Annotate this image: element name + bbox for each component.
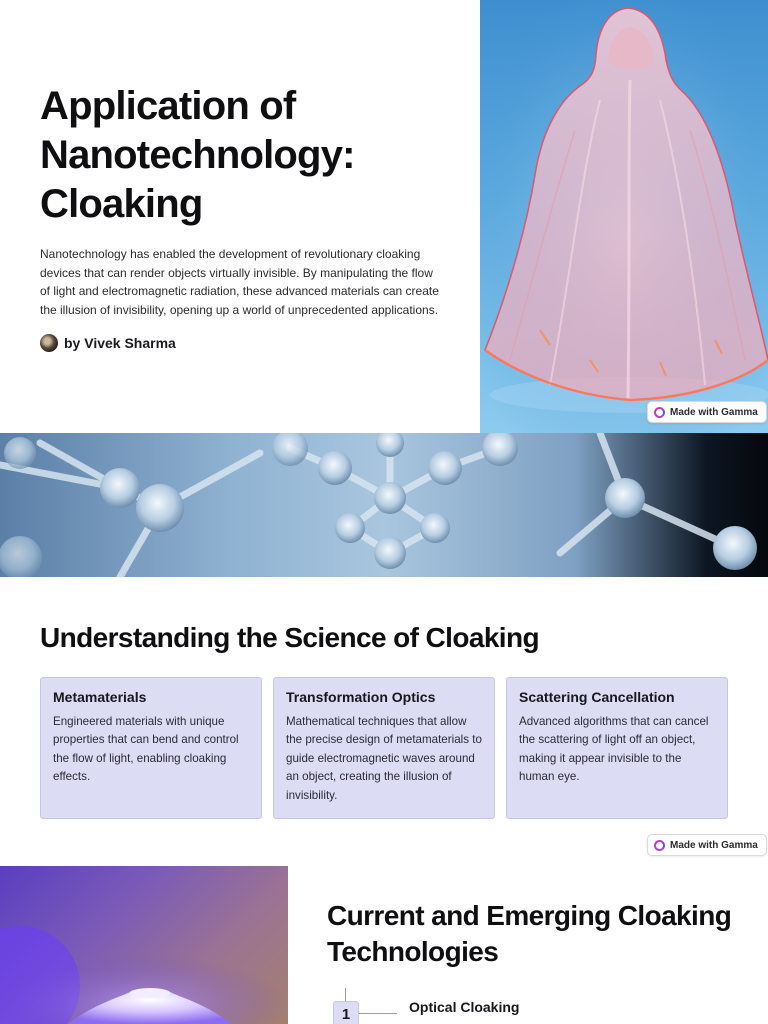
timeline-connector: [359, 1013, 397, 1014]
gamma-logo-icon: [654, 407, 665, 418]
card-transformation-optics: [273, 677, 495, 819]
author-name: by Vivek Sharma: [64, 335, 176, 351]
science-section-title: Understanding the Science of Cloaking: [40, 622, 539, 653]
made-with-gamma-label: Made with Gamma: [670, 406, 758, 418]
cloak-hero-image: [480, 0, 768, 433]
made-with-gamma-badge[interactable]: [647, 401, 767, 423]
timeline-step-label: Optical Cloaking: [409, 999, 520, 1015]
technologies-section-title: Current and Emerging Cloaking Technologies: [327, 900, 732, 967]
card-title: Scattering Cancellation: [519, 689, 675, 705]
card-title: Transformation Optics: [286, 689, 436, 705]
gamma-logo-icon: [654, 840, 665, 851]
avatar: [40, 334, 58, 352]
card-text: Engineered materials with unique properties that can bend and control the flow of light, enabling cloaking effects.: [53, 715, 239, 784]
card-title: Metamaterials: [53, 689, 147, 705]
title-slide: [0, 0, 768, 433]
molecular-structure-banner-image: [0, 433, 768, 577]
card-text: Mathematical techniques that allow the precise design of metamaterials to guide electromagnetic waves around an object, creating the illusion of invisibility.: [286, 715, 482, 802]
card-metamaterials: [40, 677, 262, 819]
made-with-gamma-badge[interactable]: [647, 834, 767, 856]
author-byline: [40, 333, 176, 353]
card-scattering-cancellation: [506, 677, 728, 819]
glowing-device-image: [0, 866, 288, 1024]
page-title: Application of Nanotechnology: Cloaking: [40, 84, 355, 226]
card-text: Advanced algorithms that can cancel the scattering of light off an object, making it appear invisible to the human eye.: [519, 715, 709, 784]
made-with-gamma-label: Made with Gamma: [670, 839, 758, 851]
timeline-step-number: 1: [333, 1001, 359, 1024]
intro-paragraph: Nanotechnology has enabled the development of revolutionary cloaking devices that can render objects virtually invisible. By manipulating the flow of light and electromagnetic radiation, these advanced materials can create the illusion of invisibility, opening up a world of unprecedented applications.: [40, 247, 439, 317]
